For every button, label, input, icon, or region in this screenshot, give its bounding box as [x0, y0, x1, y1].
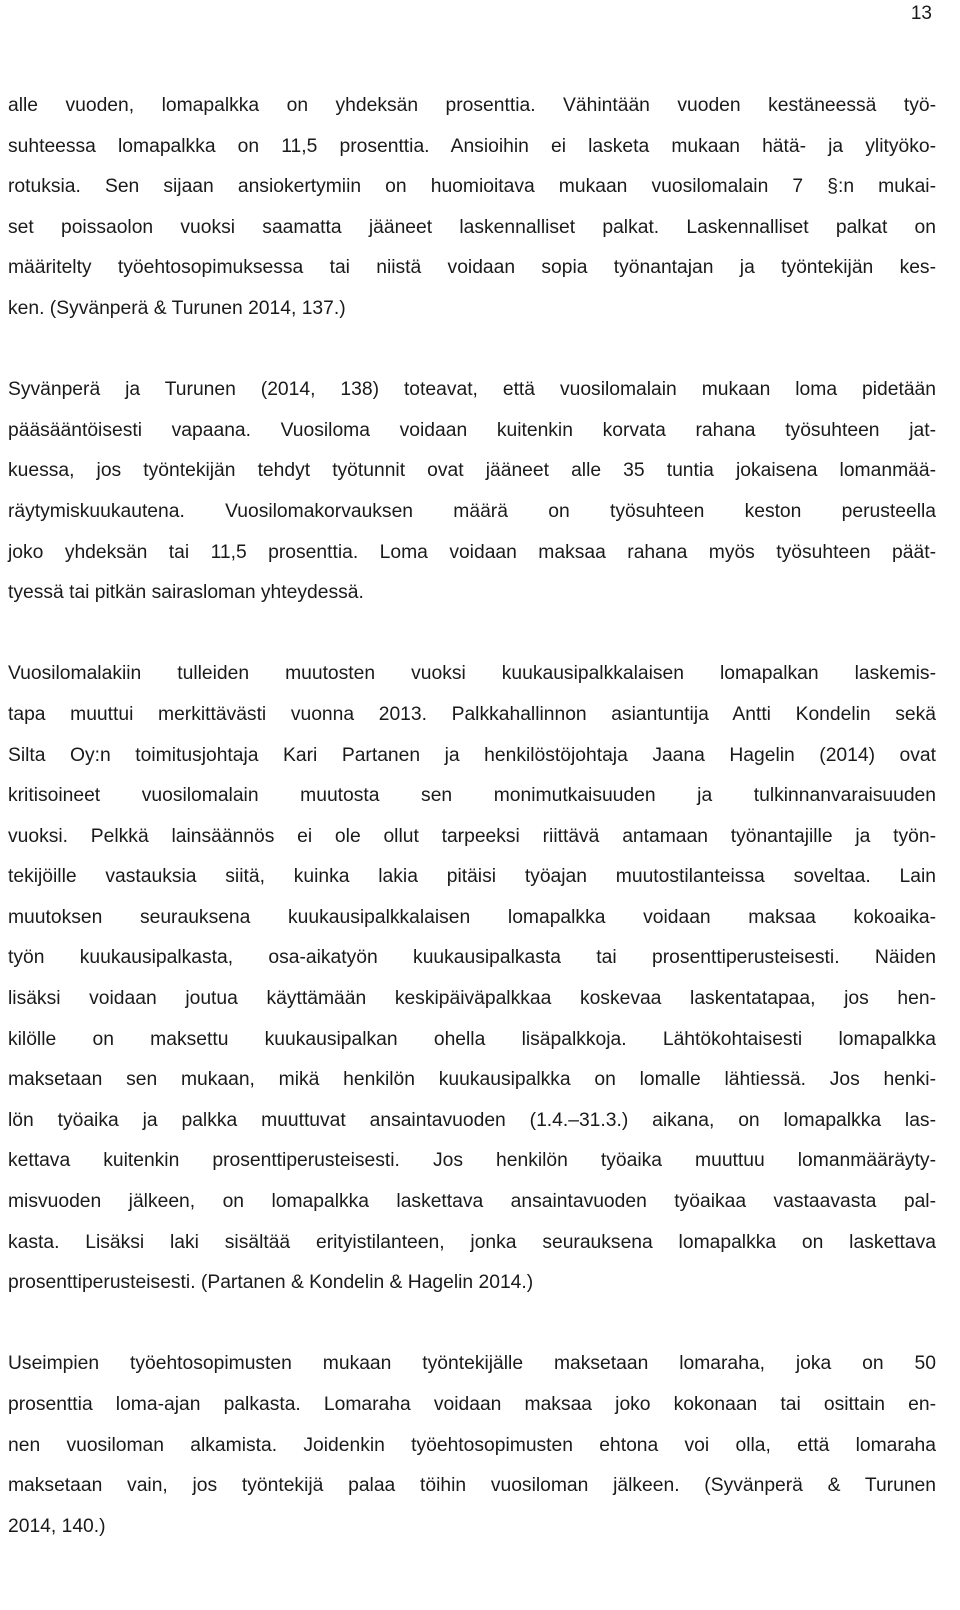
paragraph-vacation-compensation	[8, 370, 936, 614]
paragraph-holiday-bonus	[8, 1344, 936, 1547]
page-body	[8, 86, 936, 1547]
paragraph-spacer	[8, 1304, 936, 1345]
text-line: kasta. Lisäksi laki sisältää erityistilanteen, jonka seurauksena lomapalkka on laskettava	[8, 1231, 936, 1253]
text-line: vuoksi. Pelkkä lainsäännös ei ole ollut tarpeeksi riittävä antamaan työnantajille ja työn-	[8, 825, 936, 847]
text-line: tapa muuttui merkittävästi vuonna 2013. Palkkahallinnon asiantuntija Antti Kondelin sekä	[8, 703, 936, 725]
text-line: tyessä tai pitkän sairasloman yhteydessä.	[8, 582, 364, 604]
text-line: prosenttia loma-ajan palkasta. Lomaraha voidaan maksaa joko kokonaan tai osittain en-	[8, 1394, 936, 1415]
text-line: rotuksia. Sen sijaan ansiokertymiin on huomioitava mukaan vuosilomalain 7 §:n mukai-	[8, 176, 936, 198]
text-line: nen vuosiloman alkamista. Joidenkin työehtosopimusten ehtona voi olla, että lomaraha	[8, 1434, 936, 1456]
paragraph-spacer	[8, 614, 936, 655]
text-line: misvuoden jälkeen, on lomapalkka laskettava ansaintavuoden työaikaa vastaavasta pal-	[8, 1191, 936, 1213]
text-line: työn kuukausipalkasta, osa-aikatyön kuukausipalkasta tai prosenttiperusteisesti. Näiden	[8, 947, 936, 969]
text-line: 2014, 140.)	[8, 1515, 106, 1537]
text-line: maksetaan vain, jos työntekijä palaa töihin vuosiloman jälkeen. (Syvänperä & Turunen	[8, 1475, 936, 1497]
text-line: Silta Oy:n toimitusjohtaja Kari Partanen ja henkilöstöjohtaja Jaana Hagelin (2014) ovat	[8, 744, 936, 766]
text-line: lön työaika ja palkka muuttuvat ansaintavuoden (1.4.–31.3.) aikana, on lomapalkka las-	[8, 1109, 936, 1131]
text-line: räytymiskuukautena. Vuosilomakorvauksen määrä on työsuhteen keston perusteella	[8, 500, 936, 522]
paragraph-spacer	[8, 330, 936, 371]
text-line: maksetaan sen mukaan, mikä henkilön kuukausipalkka on lomalle lähtiessä. Jos henki-	[8, 1069, 936, 1091]
text-line: kuessa, jos työntekijän tehdyt työtunnit ovat jääneet alle 35 tuntia jokaisena lomanmää-	[8, 460, 936, 482]
text-line: kritisoineet vuosilomalain muutosta sen monimutkaisuuden ja tulkinnanvaraisuuden	[8, 785, 936, 807]
text-line: määritelty työehtosopimuksessa tai niistä voidaan sopia työnantajan ja työntekijän kes-	[8, 257, 936, 279]
text-line: Vuosilomalakiin tulleiden muutosten vuoksi kuukausipalkkalaisen lomapalkan laskemis-	[8, 663, 936, 685]
text-line: muutoksen seurauksena kuukausipalkkalaisen lomapalkka voidaan maksaa kokoaika-	[8, 906, 936, 928]
page-number: 13	[910, 3, 932, 24]
text-line: kilölle on maksettu kuukausipalkan ohella lisäpalkkoja. Lähtökohtaisesti lomapalkka	[8, 1028, 936, 1050]
text-line: kettava kuitenkin prosenttiperusteisesti. Jos henkilön työaika muuttuu lomanmääräyty-	[8, 1150, 936, 1172]
text-line: joko yhdeksän tai 11,5 prosenttia. Loma voidaan maksaa rahana myös työsuhteen päät-	[8, 541, 936, 563]
text-line: tekijöille vastauksia siitä, kuinka lakia pitäisi työajan muutostilanteissa soveltaa. Lain	[8, 866, 936, 888]
text-line: ken. (Syvänperä & Turunen 2014, 137.)	[8, 297, 346, 319]
text-line: prosenttiperusteisesti. (Partanen & Kondelin & Hagelin 2014.)	[8, 1272, 534, 1294]
text-line: lisäksi voidaan joutua käyttämään keskipäiväpalkkaa koskevaa laskentatapaa, jos hen-	[8, 988, 936, 1010]
text-line: suhteessa lomapalkka on 11,5 prosenttia. Ansioihin ei lasketa mukaan hätä- ja ylityöko-	[8, 135, 936, 157]
text-line: set poissaolon vuoksi saamatta jääneet laskennalliset palkat. Laskennalliset palkat on	[8, 216, 936, 238]
text-line: Useimpien työehtosopimusten mukaan työntekijälle maksetaan lomaraha, joka on 50	[8, 1353, 936, 1375]
paragraph-vacation-pay-percentages	[8, 86, 936, 330]
text-line: pääsääntöisesti vapaana. Vuosiloma voidaan kuitenkin korvata rahana työsuhteen jat-	[8, 419, 936, 441]
text-line: alle vuoden, lomapalkka on yhdeksän prosenttia. Vähintään vuoden kestäneessä työ-	[8, 95, 936, 116]
text-line: Syvänperä ja Turunen (2014, 138) toteavat, että vuosilomalain mukaan loma pidetään	[8, 379, 936, 401]
paragraph-law-changes	[8, 654, 936, 1304]
